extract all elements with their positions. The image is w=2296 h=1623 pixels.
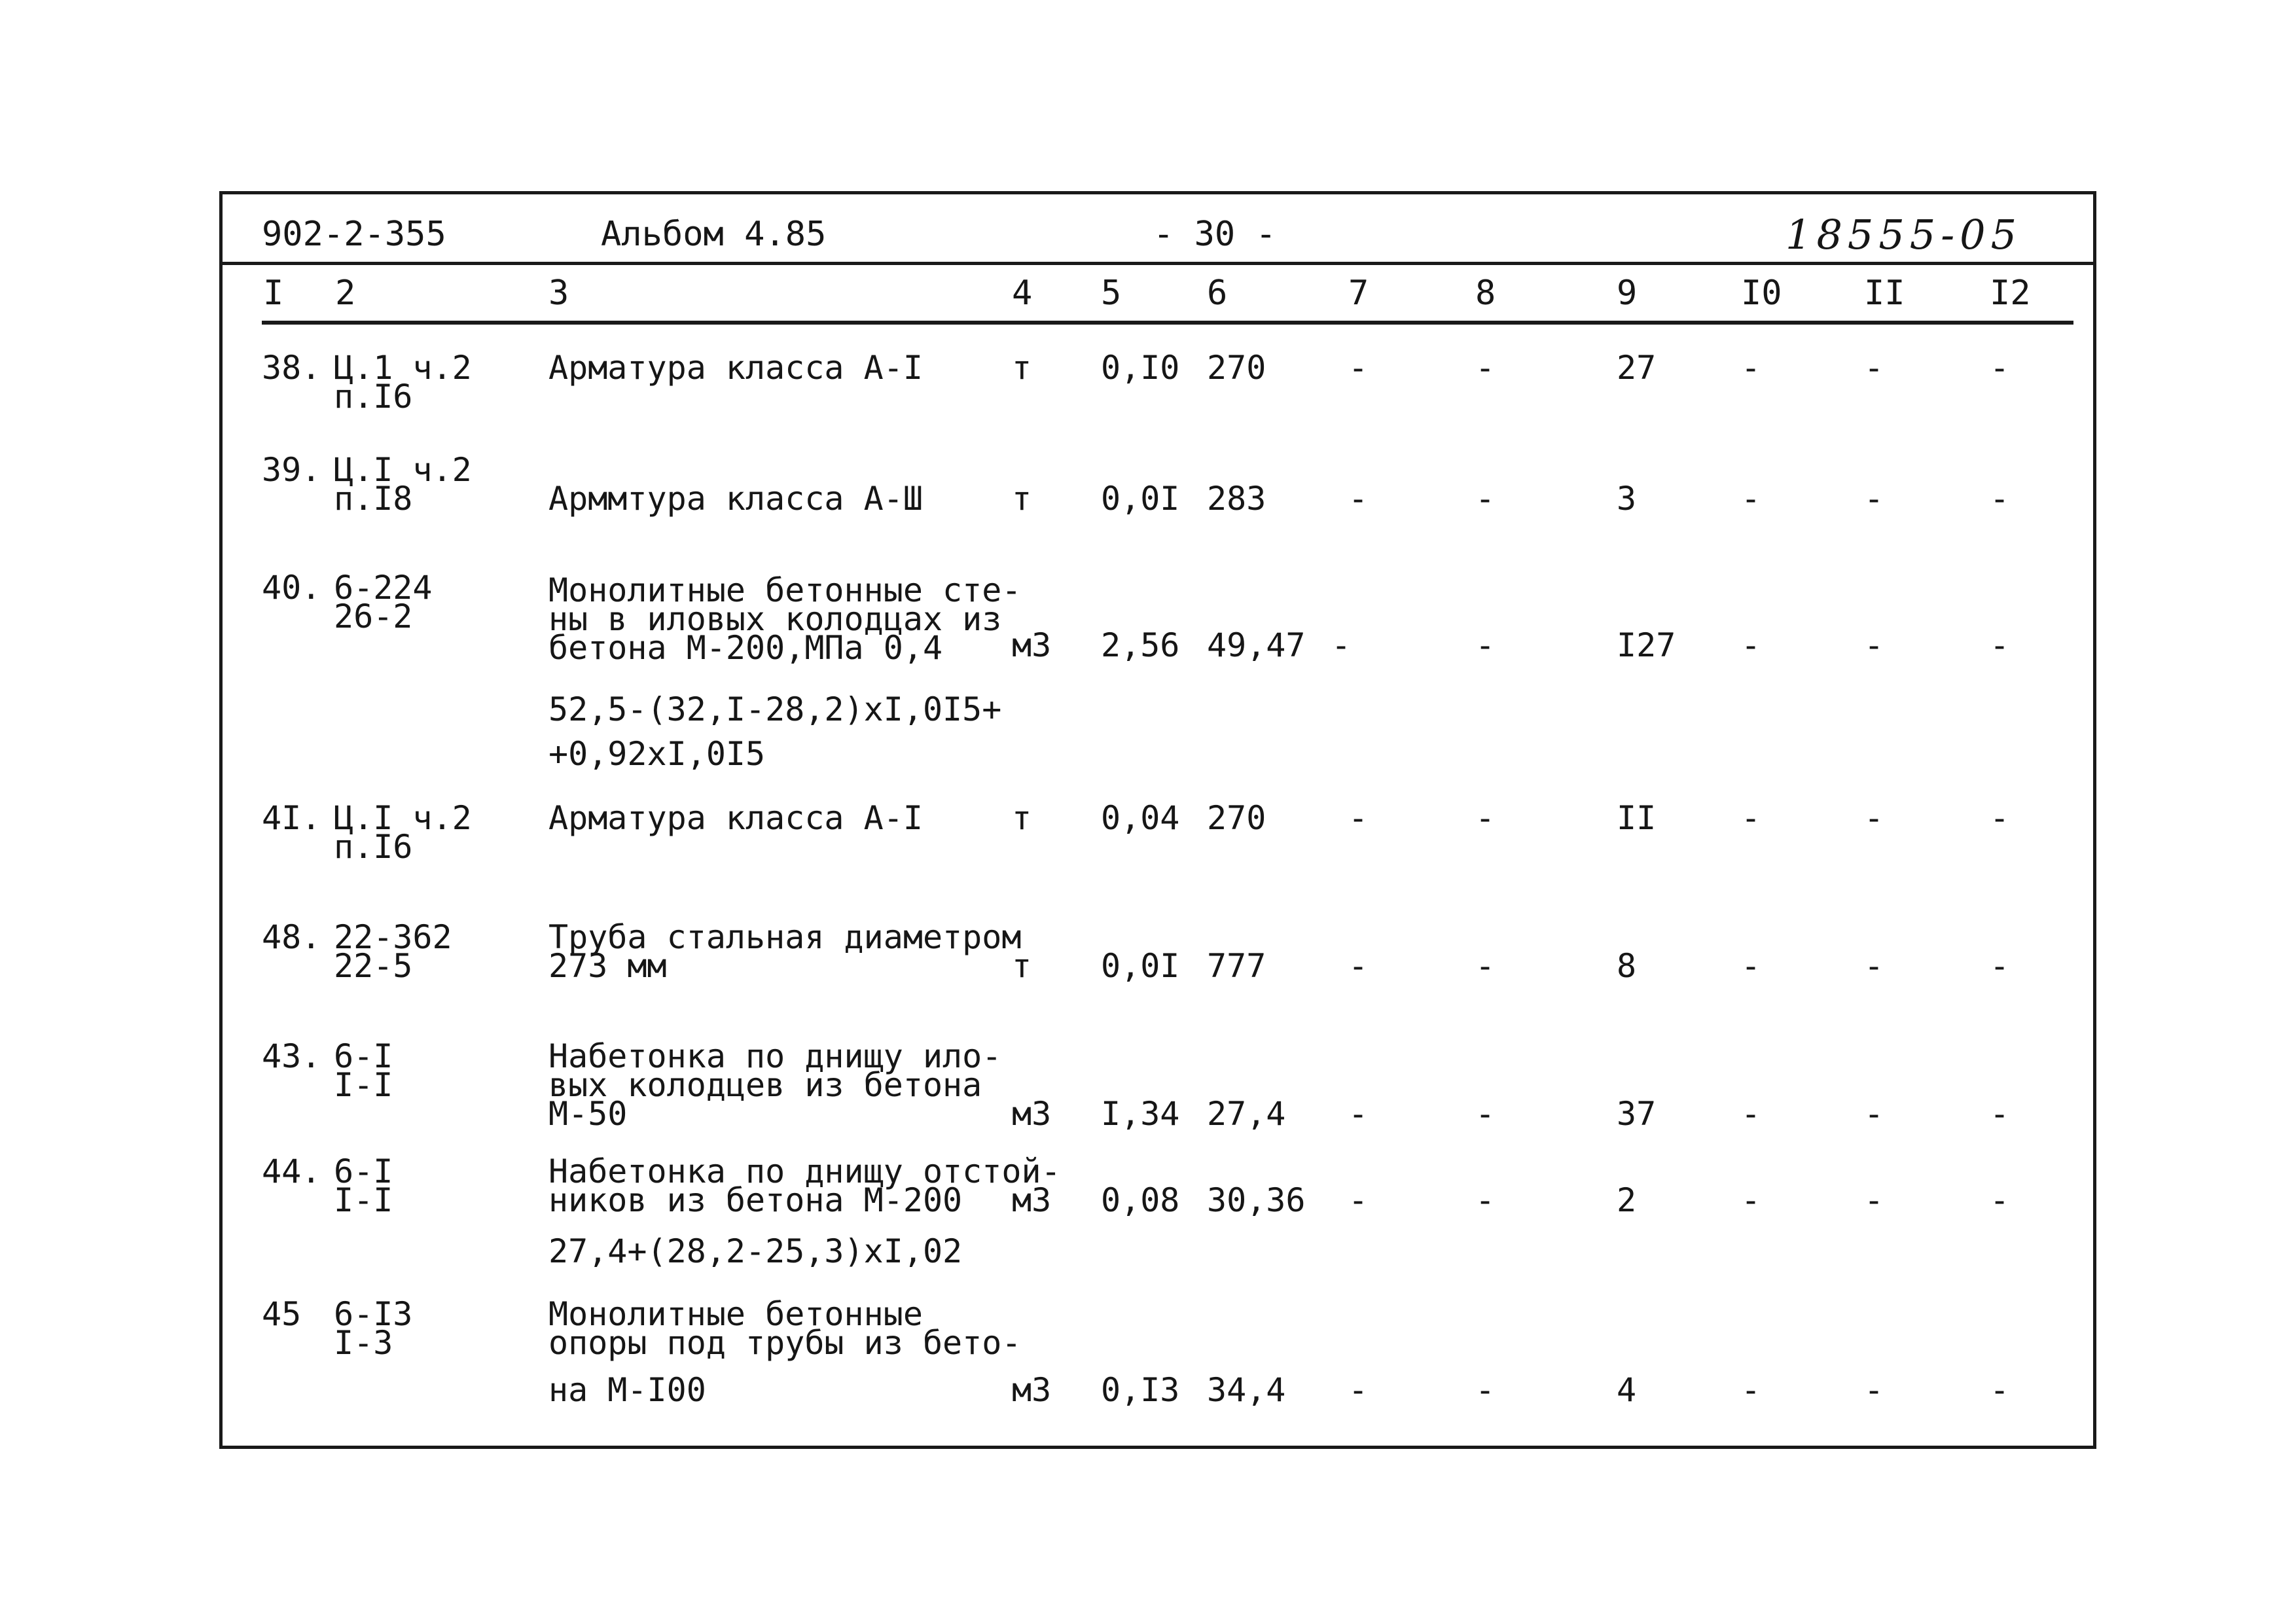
row-col10: - — [1741, 626, 1761, 664]
row-number: 44. — [262, 1152, 321, 1190]
row-code-line2: I-I — [334, 1066, 393, 1104]
row-col10: - — [1741, 349, 1761, 387]
row-col12: - — [1990, 349, 2010, 387]
row-code-line1: 6-I3 — [334, 1295, 413, 1333]
row-col5: 0,04 — [1101, 799, 1180, 837]
row-col7: - — [1348, 947, 1369, 985]
row-col11: - — [1864, 480, 1884, 518]
row-col6: 30,36 — [1207, 1181, 1306, 1219]
row-col5: 0,I3 — [1101, 1371, 1180, 1409]
row-col10: - — [1741, 1181, 1761, 1219]
col-header-4: 4 — [1012, 274, 1033, 313]
row-description: Арммтура класса А-Ш — [548, 480, 923, 518]
row-code-line1: Ц.I ч.2 — [334, 799, 472, 837]
row-col11: - — [1864, 349, 1884, 387]
row-col7: - — [1348, 1095, 1369, 1133]
row-col7: - — [1348, 799, 1369, 837]
row-code-line1: Ц.I ч.2 — [334, 451, 472, 489]
row-col5: 0,08 — [1101, 1181, 1180, 1219]
row-code-line2: п.I6 — [334, 828, 413, 866]
row-col6: 27,4 — [1207, 1095, 1286, 1133]
col-header-8: 8 — [1475, 274, 1496, 313]
row-formula: 52,5-(32,I-28,2)хI,0I5+ +0,92хI,0I5 — [548, 690, 1002, 773]
row-code-line1: Ц.1 ч.2 — [334, 349, 472, 387]
row-col9: II — [1617, 799, 1657, 837]
row-description: Монолитные бетонные опоры под трубы из бето- — [548, 1295, 1022, 1362]
row-unit: т — [1012, 480, 1032, 518]
row-number: 4I. — [262, 799, 321, 837]
row-col10: - — [1741, 1095, 1761, 1133]
row-col11: - — [1864, 626, 1884, 664]
row-number: 38. — [262, 349, 321, 387]
col-header-10: I0 — [1741, 274, 1782, 313]
row-col6: 777 — [1207, 947, 1266, 985]
row-code-line2: 26-2 — [334, 597, 413, 635]
row-col7: - — [1348, 1371, 1369, 1409]
row-col7: - — [1331, 626, 1352, 664]
row-col10: - — [1741, 480, 1761, 518]
row-col7: - — [1348, 480, 1369, 518]
row-col5: 0,0I — [1101, 480, 1180, 518]
row-col8: - — [1475, 349, 1496, 387]
row-code-line2: п.I8 — [334, 480, 413, 518]
row-description-last: на М-I00 — [548, 1371, 706, 1409]
row-description: Монолитные бетонные сте- ны в иловых колодцах из бетона М-200,МПа 0,4 — [548, 571, 1022, 667]
row-number: 48. — [262, 918, 321, 956]
row-col12: - — [1990, 947, 2010, 985]
row-col8: - — [1475, 1095, 1496, 1133]
header-divider — [223, 262, 2093, 265]
row-col6: 270 — [1207, 799, 1266, 837]
row-col10: - — [1741, 799, 1761, 837]
row-col7: - — [1348, 1181, 1369, 1219]
row-col9: 4 — [1617, 1371, 1637, 1409]
row-col11: - — [1864, 1371, 1884, 1409]
album-label: Альбом 4.85 — [601, 215, 827, 254]
row-col12: - — [1990, 1371, 2010, 1409]
row-col5: 0,I0 — [1101, 349, 1180, 387]
col-header-6: 6 — [1207, 274, 1228, 313]
row-unit: м3 — [1012, 626, 1052, 664]
row-col12: - — [1990, 480, 2010, 518]
row-col8: - — [1475, 799, 1496, 837]
row-col6: 49,47 — [1207, 626, 1306, 664]
row-unit: т — [1012, 349, 1032, 387]
column-header-divider — [262, 321, 2073, 325]
col-header-2: 2 — [335, 274, 356, 313]
inventory-number: 18555-05 — [1785, 211, 2022, 259]
row-code-line2: п.I6 — [334, 378, 413, 416]
row-description: Труба стальная диаметром 273 мм — [548, 918, 1022, 985]
row-col9: 37 — [1617, 1095, 1657, 1133]
row-col9: I27 — [1617, 626, 1676, 664]
row-unit: т — [1012, 799, 1032, 837]
page-number: - 30 - — [1153, 215, 1276, 254]
row-code-line2: I-I — [334, 1181, 393, 1219]
col-header-1: I — [263, 274, 284, 313]
row-col8: - — [1475, 480, 1496, 518]
row-col8: - — [1475, 626, 1496, 664]
row-col5: I,34 — [1101, 1095, 1180, 1133]
row-col5: 0,0I — [1101, 947, 1180, 985]
row-col8: - — [1475, 1181, 1496, 1219]
row-description: Арматура класса А-I — [548, 799, 923, 837]
row-col8: - — [1475, 1371, 1496, 1409]
row-code-line1: 6-224 — [334, 569, 433, 607]
col-header-5: 5 — [1101, 274, 1122, 313]
col-header-3: 3 — [548, 274, 569, 313]
row-code-line1: 6-I — [334, 1037, 393, 1075]
row-unit: м3 — [1012, 1371, 1052, 1409]
row-unit: м3 — [1012, 1095, 1052, 1133]
row-col10: - — [1741, 1371, 1761, 1409]
row-formula: 27,4+(28,2-25,3)хI,02 — [548, 1232, 963, 1270]
row-code-line1: 6-I — [334, 1152, 393, 1190]
row-col11: - — [1864, 947, 1884, 985]
row-number: 40. — [262, 569, 321, 607]
row-col9: 3 — [1617, 480, 1637, 518]
row-description: Арматура класса А-I — [548, 349, 923, 387]
row-col10: - — [1741, 947, 1761, 985]
row-col11: - — [1864, 799, 1884, 837]
row-number: 39. — [262, 451, 321, 489]
row-col12: - — [1990, 626, 2010, 664]
doc-code: 902-2-355 — [262, 215, 446, 254]
row-col12: - — [1990, 1095, 2010, 1133]
row-col6: 283 — [1207, 480, 1266, 518]
row-col9: 8 — [1617, 947, 1637, 985]
row-col6: 270 — [1207, 349, 1266, 387]
row-col5: 2,56 — [1101, 626, 1180, 664]
row-col12: - — [1990, 1181, 2010, 1219]
row-col8: - — [1475, 947, 1496, 985]
row-unit: м3 — [1012, 1181, 1052, 1219]
row-unit: т — [1012, 947, 1032, 985]
col-header-9: 9 — [1617, 274, 1638, 313]
col-header-12: I2 — [1990, 274, 2031, 313]
col-header-7: 7 — [1348, 274, 1369, 313]
row-number: 43. — [262, 1037, 321, 1075]
row-number: 45 — [262, 1295, 302, 1333]
row-col11: - — [1864, 1181, 1884, 1219]
row-description: Набетонка по днищу отстой- ников из бетона М-200 — [548, 1152, 1061, 1219]
col-header-11: II — [1864, 274, 1905, 313]
row-col6: 34,4 — [1207, 1371, 1286, 1409]
row-col11: - — [1864, 1095, 1884, 1133]
row-col7: - — [1348, 349, 1369, 387]
row-code-line2: 22-5 — [334, 947, 413, 985]
row-col12: - — [1990, 799, 2010, 837]
row-description: Набетонка по днищу ило- вых колодцев из бетона М-50 — [548, 1037, 1002, 1133]
row-code-line2: I-3 — [334, 1324, 393, 1362]
row-code-line1: 22-362 — [334, 918, 452, 956]
row-col9: 27 — [1617, 349, 1657, 387]
row-col9: 2 — [1617, 1181, 1637, 1219]
